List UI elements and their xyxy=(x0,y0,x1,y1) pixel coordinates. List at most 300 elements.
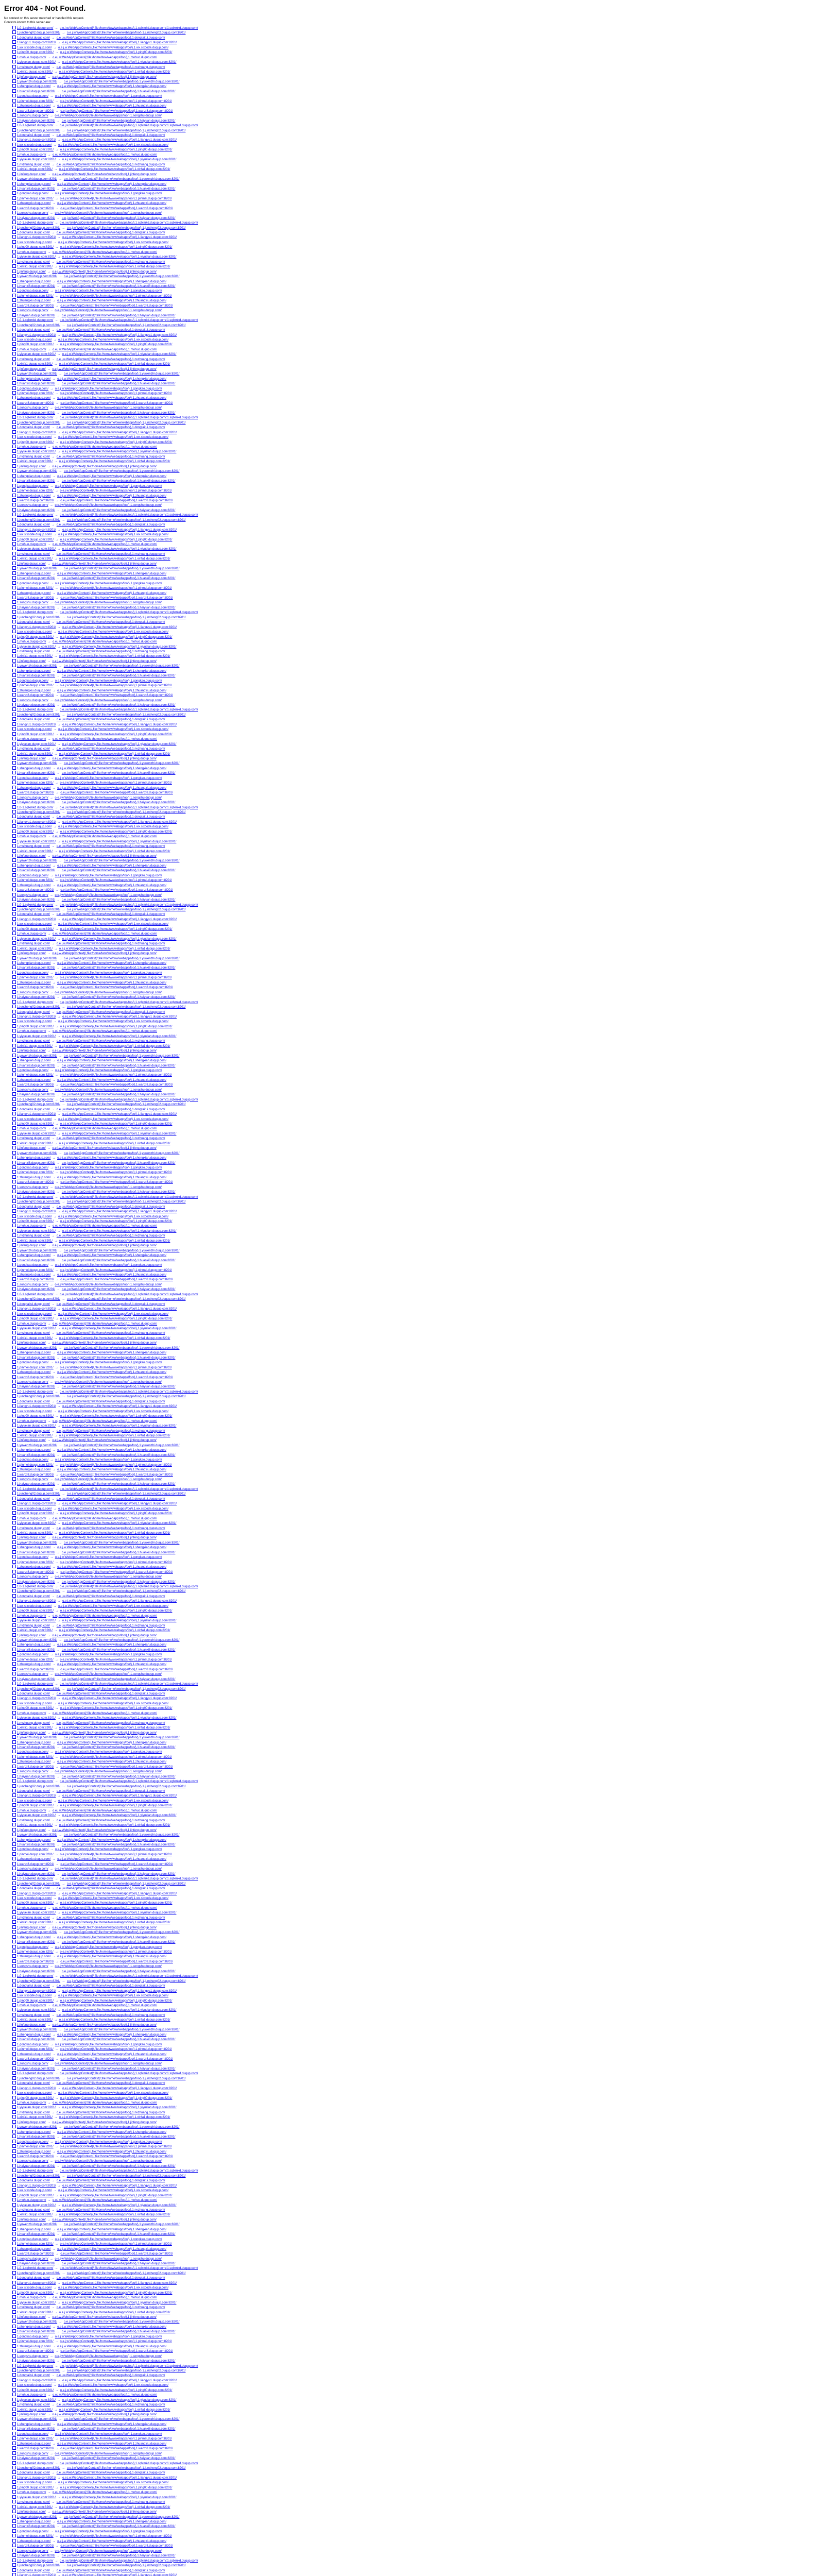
context-link[interactable]: 1.haiyuan.duqup.com:8201/ xyxy=(17,314,56,317)
context-detail-link[interactable]: o.e.j.w.WebAppContext{/,file:/home/tww/webapps/foo/},1.wx.sixcode.duqup.com/ xyxy=(58,825,169,829)
context-link[interactable]: 1.haiyuan.duqup.com:8201/ xyxy=(17,1677,56,1681)
context-link[interactable]: 1.huanxi8.duqup.com:8201/ xyxy=(17,480,56,483)
context-detail-link[interactable]: o.e.j.w.WebAppContext{/,file:/home/tww/webapps/foo/},1.pinmei.duqup.com:8201/ xyxy=(60,392,172,395)
context-detail-link[interactable]: o.e.j.w.WebAppContext{/,file:/home/tww/webapps/foo/},1.wx.sixcode.duqup.com/ xyxy=(58,533,169,537)
context-link[interactable]: 1.yiyuelan.duqup.com:8201/ xyxy=(17,61,56,64)
context-link[interactable]: 1.xinfa1.duqup.com:8201/ xyxy=(17,1532,53,1535)
context-link[interactable]: 1.yiyuelan.duqup.com:8201/ xyxy=(17,1522,56,1526)
context-detail-link[interactable]: o.e.j.w.WebAppContext{/,file:/home/tww/webapps/foo/},1.juncheng02.duqup.com:8201/ xyxy=(66,1590,186,1594)
context-link[interactable]: 1.zhuangxiu.duqup.com/ xyxy=(17,1566,51,1569)
context-link[interactable]: 1.songshu.duqup.com/ xyxy=(17,114,48,118)
context-detail-link[interactable]: o.e.j.w.WebAppContext{/,file:/home/tww/webapps/foo/},1.sqlxmkd.duqup.com/:1.sqlxmkd.duqup.com/ xyxy=(60,708,198,712)
context-detail-link[interactable]: o.e.j.w.WebAppContext{/,file:/home/tww/webapps/foo/},1.wx.sixcode.duqup.com/ xyxy=(58,1507,169,1511)
context-link[interactable]: 1.dongtaitui.duqup.com/ xyxy=(17,1692,50,1696)
context-detail-link[interactable]: o.e.j.w.WebAppContext{/,file:/home/tww/webapps/foo/},1.gongkao.duqup.com/ xyxy=(55,1751,162,1754)
context-detail-link[interactable]: o.e.j.w.WebAppContext{/,file:/home/tww/webapps/foo/},1.xinfa1.duqup.com:8201/ xyxy=(59,1142,170,1145)
context-link[interactable]: 1.liangyu1.duqup.com:8201/ xyxy=(17,333,56,337)
context-link[interactable]: 1.mohuo.duqup.com/ xyxy=(17,2491,46,2495)
context-link[interactable]: 1.zhuangxiu.duqup.com/ xyxy=(17,1663,51,1667)
context-link[interactable]: 1.shengxian.duqup.com/ xyxy=(17,962,51,965)
context-link[interactable]: 1.dongtaitui.duqup.com/ xyxy=(17,913,50,917)
context-link[interactable]: 1.yiyuelan.duqup.com:8201/ xyxy=(17,645,56,649)
context-link[interactable]: 1.yiyuelan.duqup.com:8201/ xyxy=(17,742,56,746)
context-detail-link[interactable]: o.e.j.w.WebAppContext{/,file:/home/tww/webapps/foo/},1.juncheng02.duqup.com:8201/ xyxy=(66,226,186,230)
context-link[interactable]: 1.shengxian.duqup.com/ xyxy=(17,1838,51,1842)
context-detail-link[interactable]: o.e.j.w.WebAppContext{/,file:/home/tww/webapps/foo/},1.mohuo.duqup.com/ xyxy=(53,2102,158,2105)
context-detail-link[interactable]: o.e.j.w.WebAppContext{/,file:/home/tww/webapps/foo/},1.songshu.duqup.com/ xyxy=(55,212,162,215)
context-detail-link[interactable]: o.e.j.w.WebAppContext{/,file:/home/tww/webapps/foo/},1.yiyuelan.duqup.com:8201/ xyxy=(62,937,177,941)
context-link[interactable]: 1.dongtaitui.duqup.com/ xyxy=(17,718,50,722)
context-link[interactable]: 1.xinfa1.duqup.com:8201/ xyxy=(17,363,53,366)
context-link[interactable]: 1.yuwenzhi.duqup.com:8201/ xyxy=(17,372,58,376)
context-link[interactable]: 1.dongtaitui.duqup.com/ xyxy=(17,1985,50,1988)
context-detail-link[interactable]: o.e.j.w.WebAppContext{/,file:/home/tww/webapps/foo/},1.zhuangxiu.duqup.com/ xyxy=(57,689,167,692)
context-detail-link[interactable]: o.e.j.w.WebAppContext{/,file:/home/tww/webapps/foo/},1.ping00.duqup.com:8201/ xyxy=(60,538,173,541)
context-detail-link[interactable]: o.e.j.w.WebAppContext{/,file:/home/tww/webapps/foo/},1.jinfeng.duqup.com/ xyxy=(52,2413,157,2417)
context-link[interactable]: 1.yuwenzhi.duqup.com:8201/ xyxy=(17,1346,58,1350)
context-detail-link[interactable]: o.e.j.w.WebAppContext{/,file:/home/tww/webapps/foo/},1.ping00.duqup.com:8201/ xyxy=(60,1999,173,2003)
context-detail-link[interactable]: o.e.j.w.WebAppContext{/,file:/home/tww/webapps/foo/},1.nvzhuang.duqup.com/ xyxy=(56,1234,165,1238)
context-link[interactable]: 1.huanxi8.duqup.com:8201/ xyxy=(17,1356,56,1360)
context-detail-link[interactable]: o.e.j.w.WebAppContext{/,file:/home/tww/webapps/foo/},1.dongtaitui.duqup.com/ xyxy=(56,523,165,527)
context-link[interactable]: 1.yuwenzhi.duqup.com:8201/ xyxy=(17,1249,58,1252)
context-link[interactable]: 1.xinfa1.duqup.com:8201/ xyxy=(17,1824,53,1827)
context-detail-link[interactable]: o.e.j.w.WebAppContext{/,file:/home/tww/webapps/foo/},1.gongkao.duqup.com/ xyxy=(55,1653,162,1657)
context-link[interactable]: 1.wanzi8.duqup.com:8201/ xyxy=(17,694,54,698)
context-detail-link[interactable]: o.e.j.w.WebAppContext{/,file:/home/tww/webapps/foo/},1.wx.sixcode.duqup.com/ xyxy=(58,46,169,49)
context-link[interactable]: 1.zhuangxiu.duqup.com/ xyxy=(17,1371,51,1375)
context-detail-link[interactable]: o.e.j.w.WebAppContext{/,file:/home/tww/webapps/foo/},1.gongkao.duqup.com/ xyxy=(55,1361,162,1365)
context-link[interactable]: 1.jinfeng.duqup.com/ xyxy=(17,367,46,371)
context-link[interactable]: 1.dongtaitui.duqup.com/ xyxy=(17,1790,50,1793)
context-link[interactable]: 1.mohuo.duqup.com/ xyxy=(17,250,46,254)
context-detail-link[interactable]: o.e.j.w.WebAppContext{/,file:/home/tww/webapps/foo/},1.mohuo.duqup.com/ xyxy=(53,1517,158,1520)
context-detail-link[interactable]: o.e.j.w.WebAppContext{/,file:/home/tww/webapps/foo/},1.haiyuan.duqup.com:8201/ xyxy=(61,1970,176,1973)
context-detail-link[interactable]: o.e.j.w.WebAppContext{/,file:/home/tww/webapps/foo/},1.nvzhuang.duqup.com/ xyxy=(56,1137,165,1141)
context-link[interactable]: 1.haiyuan.duqup.com:8201/ xyxy=(17,1775,56,1778)
context-link[interactable]: 1.ping00.duqup.com:8201/ xyxy=(17,1804,54,1808)
context-detail-link[interactable]: o.e.j.w.WebAppContext{/,file:/home/tww/webapps/foo/},1.pinmei.duqup.com:8201/ xyxy=(60,1853,172,1856)
context-link[interactable]: 1.yiyuelan.duqup.com:8201/ xyxy=(17,1425,56,1428)
context-detail-link[interactable]: o.e.j.w.WebAppContext{/,file:/home/tww/webapps/foo/},1.songshu.duqup.com/ xyxy=(55,504,162,507)
context-link[interactable]: 1.yiyuelan.duqup.com:8201/ xyxy=(17,2398,56,2402)
context-link[interactable]: 1.nvzhuang.duqup.com/ xyxy=(17,2403,50,2407)
context-detail-link[interactable]: o.e.j.w.WebAppContext{/,file:/home/tww/webapps/foo/},1.yuwenzhi.duqup.com:8201/ xyxy=(63,1444,180,1447)
context-link[interactable]: 1.xinfa1.duqup.com:8201/ xyxy=(17,2019,53,2022)
context-link[interactable]: 1.yuwenzhi.duqup.com:8201/ xyxy=(17,1151,58,1155)
context-detail-link[interactable]: o.e.j.w.WebAppContext{/,file:/home/tww/webapps/foo/},1.sqlxmkd.duqup.com/:1.sqlxmkd.duqup.com/ xyxy=(60,1293,198,1296)
context-link[interactable]: 1.pinmei.duqup.com:8201/ xyxy=(17,1463,54,1467)
context-detail-link[interactable]: o.e.j.w.WebAppContext{/,file:/home/tww/webapps/foo/},1.yiyuelan.duqup.com:8201/ xyxy=(62,840,177,843)
context-link[interactable]: 1.xinfa1.duqup.com:8201/ xyxy=(17,752,53,756)
context-detail-link[interactable]: o.e.j.w.WebAppContext{/,file:/home/tww/webapps/foo/},1.wx.sixcode.duqup.com/ xyxy=(58,241,169,244)
context-link[interactable]: 1.ping00.duqup.com:8201/ xyxy=(17,538,54,541)
context-detail-link[interactable]: o.e.j.w.WebAppContext{/,file:/home/tww/webapps/foo/},1.yiyuelan.duqup.com:8201/ xyxy=(62,1717,177,1720)
context-link[interactable]: 1.ping00.duqup.com:8201/ xyxy=(17,830,54,834)
context-link[interactable]: 1.0-1.sqlxmkd.duqup.com/ xyxy=(17,2364,54,2368)
context-link[interactable]: 1.yuwenzhi.duqup.com:8201/ xyxy=(17,762,58,766)
context-link[interactable]: 1.wanzi8.duqup.com:8201/ xyxy=(17,1668,54,1671)
context-link[interactable]: 1.gongkao.duqup.com/ xyxy=(17,1751,49,1754)
context-link[interactable]: 1.jinfeng.duqup.com/ xyxy=(17,1828,46,1832)
context-link[interactable]: 1.yuwenzhi.duqup.com:8201/ xyxy=(17,2028,58,2032)
context-detail-link[interactable]: o.e.j.w.WebAppContext{/,file:/home/tww/webapps/foo/},1.shengxian.duqup.com/ xyxy=(57,1643,167,1647)
context-detail-link[interactable]: o.e.j.w.WebAppContext{/,file:/home/tww/webapps/foo/},1.liangyu1.duqup.com:8201/ xyxy=(62,1502,177,1506)
context-link[interactable]: 1.liangyu1.duqup.com:8201/ xyxy=(17,236,56,240)
context-link[interactable]: 1.yiyuelan.duqup.com:8201/ xyxy=(17,2496,56,2499)
context-link[interactable]: 1.dongtaitui.duqup.com/ xyxy=(17,2179,50,2183)
context-detail-link[interactable]: o.e.j.w.WebAppContext{/,file:/home/tww/webapps/foo/},1.jinfeng.duqup.com/ xyxy=(52,1926,157,1929)
context-link[interactable]: 1.zhuangxiu.duqup.com/ xyxy=(17,2442,51,2446)
context-detail-link[interactable]: o.e.j.w.WebAppContext{/,file:/home/tww/webapps/foo/},1.liangyu1.duqup.com:8201/ xyxy=(62,1892,177,1895)
context-detail-link[interactable]: o.e.j.w.WebAppContext{/,file:/home/tww/webapps/foo/},1.dongtaitui.duqup.com/ xyxy=(56,1887,165,1891)
context-link[interactable]: 1.yuwenzhi.duqup.com:8201/ xyxy=(17,2418,58,2421)
context-link[interactable]: 1.juncheng02.duqup.com:8201/ xyxy=(17,1200,61,1204)
context-detail-link[interactable]: o.e.j.w.WebAppContext{/,file:/home/tww/webapps/foo/},1.nvzhuang.duqup.com/ xyxy=(56,1819,165,1822)
context-link[interactable]: 1.pinmei.duqup.com:8201/ xyxy=(17,1171,54,1175)
context-detail-link[interactable]: o.e.j.w.WebAppContext{/,file:/home/tww/webapps/foo/},1.songshu.duqup.com/ xyxy=(55,2160,162,2163)
context-detail-link[interactable]: o.e.j.w.WebAppContext{/,file:/home/tww/webapps/foo/},1.haiyuan.duqup.com:8201/ xyxy=(61,2164,176,2168)
context-link[interactable]: 1.liangyu1.duqup.com:8201/ xyxy=(17,2379,56,2382)
context-detail-link[interactable]: o.e.j.w.WebAppContext{/,file:/home/tww/webapps/foo/},1.liangyu1.duqup.com:8201/ xyxy=(62,236,177,240)
context-detail-link[interactable]: o.e.j.w.WebAppContext{/,file:/home/tww/webapps/foo/},1.nvzhuang.duqup.com/ xyxy=(56,650,165,653)
context-link[interactable]: 1.wanzi8.duqup.com:8201/ xyxy=(17,2447,54,2451)
context-detail-link[interactable]: o.e.j.w.WebAppContext{/,file:/home/tww/webapps/foo/},1.gongkao.duqup.com/ xyxy=(55,1556,162,1560)
context-link[interactable]: 1.yiyuelan.duqup.com:8201/ xyxy=(17,1619,56,1623)
context-detail-link[interactable]: o.e.j.w.WebAppContext{/,file:/home/tww/webapps/foo/},1.pinmei.duqup.com:8201/ xyxy=(60,1658,172,1662)
context-detail-link[interactable]: o.e.j.w.WebAppContext{/,file:/home/tww/webapps/foo/},1.pinmei.duqup.com:8201/ xyxy=(60,879,172,883)
context-detail-link[interactable]: o.e.j.w.WebAppContext{/,file:/home/tww/webapps/foo/},1.liangyu1.duqup.com:8201/ xyxy=(62,2379,177,2382)
context-detail-link[interactable]: o.e.j.w.WebAppContext{/,file:/home/tww/webapps/foo/},1.gongkao.duqup.com/ xyxy=(55,1848,162,1852)
context-link[interactable]: 1.dongtaitui.duqup.com/ xyxy=(17,816,50,819)
context-link[interactable]: 1.pinmei.duqup.com:8201/ xyxy=(17,1074,54,1077)
context-link[interactable]: 1.yiyuelan.duqup.com:8201/ xyxy=(17,1814,56,1818)
context-detail-link[interactable]: o.e.j.w.WebAppContext{/,file:/home/tww/webapps/foo/},1.dongtaitui.duqup.com/ xyxy=(56,329,165,332)
context-detail-link[interactable]: o.e.j.w.WebAppContext{/,file:/home/tww/webapps/foo/},1.yuwenzhi.duqup.com:8201/ xyxy=(63,1736,180,1740)
context-link[interactable]: 1.gongkao.duqup.com/ xyxy=(17,1264,49,1267)
context-link[interactable]: 1.huanxi8.duqup.com:8201/ xyxy=(17,187,56,191)
context-detail-link[interactable]: o.e.j.w.WebAppContext{/,file:/home/tww/webapps/foo/},1.songshu.duqup.com/ xyxy=(55,406,162,410)
context-detail-link[interactable]: o.e.j.w.WebAppContext{/,file:/home/tww/webapps/foo/},1.sqlxmkd.duqup.com/:1.sqlxmkd.duqup.com/ xyxy=(60,1780,198,1784)
context-detail-link[interactable]: o.e.j.w.WebAppContext{/,file:/home/tww/webapps/foo/},1.yuwenzhi.duqup.com:8201/ xyxy=(63,2418,180,2421)
context-detail-link[interactable]: o.e.j.w.WebAppContext{/,file:/home/tww/webapps/foo/},1.ping00.duqup.com:8201/ xyxy=(60,733,173,736)
context-detail-link[interactable]: o.e.j.w.WebAppContext{/,file:/home/tww/webapps/foo/},1.zhuangxiu.duqup.com/ xyxy=(57,2539,167,2543)
context-detail-link[interactable]: o.e.j.w.WebAppContext{/,file:/home/tww/webapps/foo/},1.huanxi8.duqup.com:8201/ xyxy=(61,674,176,678)
context-detail-link[interactable]: o.e.j.w.WebAppContext{/,file:/home/tww/webapps/foo/},1.zhuangxiu.duqup.com/ xyxy=(57,2247,167,2251)
context-link[interactable]: 1.xinfa1.duqup.com:8201/ xyxy=(17,2408,53,2412)
context-link[interactable]: 1.mohuo.duqup.com/ xyxy=(17,1225,46,1228)
context-link[interactable]: 1.songshu.duqup.com/ xyxy=(17,2549,48,2553)
context-detail-link[interactable]: o.e.j.w.WebAppContext{/,file:/home/tww/webapps/foo/},1.sqlxmkd.duqup.com/:1.sqlxmkd.duqup.com/ xyxy=(60,2072,198,2076)
context-link[interactable]: 1.huanxi8.duqup.com:8201/ xyxy=(17,967,56,970)
context-detail-link[interactable]: o.e.j.w.WebAppContext{/,file:/home/tww/webapps/foo/},1.juncheng02.duqup.com:8201/ xyxy=(66,31,186,35)
context-detail-link[interactable]: o.e.j.w.WebAppContext{/,file:/home/tww/webapps/foo/},1.mohuo.duqup.com/ xyxy=(53,1322,158,1326)
context-detail-link[interactable]: o.e.j.w.WebAppContext{/,file:/home/tww/webapps/foo/},1.mohuo.duqup.com/ xyxy=(53,1809,158,1812)
context-link[interactable]: 1.xinfa1.duqup.com:8201/ xyxy=(17,1726,53,1730)
context-detail-link[interactable]: o.e.j.w.WebAppContext{/,file:/home/tww/webapps/foo/},1.juncheng02.duqup.com:8201/ xyxy=(66,810,186,814)
context-detail-link[interactable]: o.e.j.w.WebAppContext{/,file:/home/tww/webapps/foo/},1.liangyu1.duqup.com:8201/ xyxy=(62,2476,177,2480)
context-detail-link[interactable]: o.e.j.w.WebAppContext{/,file:/home/tww/webapps/foo/},1.yuwenzhi.duqup.com:8201/ xyxy=(63,2223,180,2227)
context-link[interactable]: 1.juncheng02.duqup.com:8201/ xyxy=(17,908,61,912)
context-link[interactable]: 1.juncheng02.duqup.com:8201/ xyxy=(17,1006,61,1009)
context-link[interactable]: 1.liangyu1.duqup.com:8201/ xyxy=(17,2087,56,2090)
context-detail-link[interactable]: o.e.j.w.WebAppContext{/,file:/home/tww/webapps/foo/},1.songshu.duqup.com/ xyxy=(55,1380,162,1384)
context-detail-link[interactable]: o.e.j.w.WebAppContext{/,file:/home/tww/webapps/foo/},1.shengxian.duqup.com/ xyxy=(57,2033,167,2037)
context-link[interactable]: 1.wanzi8.duqup.com:8201/ xyxy=(17,2545,54,2548)
context-detail-link[interactable]: o.e.j.w.WebAppContext{/,file:/home/tww/webapps/foo/},1.pinmei.duqup.com:8201/ xyxy=(60,782,172,785)
context-detail-link[interactable]: o.e.j.w.WebAppContext{/,file:/home/tww/webapps/foo/},1.ping00.duqup.com:8201/ xyxy=(60,1512,173,1516)
context-detail-link[interactable]: o.e.j.w.WebAppContext{/,file:/home/tww/webapps/foo/},1.huanxi8.duqup.com:8201/ xyxy=(61,577,176,581)
context-detail-link[interactable]: o.e.j.w.WebAppContext{/,file:/home/tww/webapps/foo/},1.xinfa1.duqup.com:8201/ xyxy=(59,655,170,658)
context-detail-link[interactable]: o.e.j.w.WebAppContext{/,file:/home/tww/webapps/foo/},1.sqlxmkd.duqup.com/:1.sqlxmkd.duqup.com/ xyxy=(60,2462,198,2465)
context-detail-link[interactable]: o.e.j.w.WebAppContext{/,file:/home/tww/webapps/foo/},1.wx.sixcode.duqup.com/ xyxy=(58,728,169,732)
context-link[interactable]: 1.0-1.sqlxmkd.duqup.com/ xyxy=(17,1195,54,1199)
context-link[interactable]: 1.songshu.duqup.com/ xyxy=(17,2354,48,2358)
context-link[interactable]: 1.haiyuan.duqup.com:8201/ xyxy=(17,899,56,902)
context-detail-link[interactable]: o.e.j.w.WebAppContext{/,file:/home/tww/webapps/foo/},1.nvzhuang.duqup.com/ xyxy=(56,2403,165,2407)
context-link[interactable]: 1.zhuangxiu.duqup.com/ xyxy=(17,1468,51,1472)
context-detail-link[interactable]: o.e.j.w.WebAppContext{/,file:/home/tww/webapps/foo/},1.ping00.duqup.com:8201/ xyxy=(60,1609,173,1613)
context-link[interactable]: 1.xinfa1.duqup.com:8201/ xyxy=(17,1921,53,1925)
context-detail-link[interactable]: o.e.j.w.WebAppContext{/,file:/home/tww/webapps/foo/},1.zhuangxiu.duqup.com/ xyxy=(57,1566,167,1569)
context-link[interactable]: 1.juncheng02.duqup.com:8201/ xyxy=(17,1785,61,1788)
context-link[interactable]: 1.shengxian.duqup.com/ xyxy=(17,1059,51,1063)
context-link[interactable]: 1.haiyuan.duqup.com:8201/ xyxy=(17,606,56,609)
context-link[interactable]: 1.jinfeng.duqup.com/ xyxy=(17,2315,46,2319)
context-link[interactable]: 1.gongkao.duqup.com/ xyxy=(17,776,49,780)
context-detail-link[interactable]: o.e.j.w.WebAppContext{/,file:/home/tww/webapps/foo/},1.yiyuelan.duqup.com:8201/ xyxy=(62,742,177,746)
context-link[interactable]: 1.nvzhuang.duqup.com/ xyxy=(17,1234,50,1238)
context-detail-link[interactable]: o.e.j.w.WebAppContext{/,file:/home/tww/webapps/foo/},1.jinfeng.duqup.com/ xyxy=(52,1049,157,1053)
context-link[interactable]: 1.wanzi8.duqup.com:8201/ xyxy=(17,1083,54,1087)
context-link[interactable]: 1.jinfeng.duqup.com/ xyxy=(17,757,46,760)
context-detail-link[interactable]: o.e.j.w.WebAppContext{/,file:/home/tww/webapps/foo/},1.juncheng02.duqup.com:8201/ xyxy=(66,908,186,912)
context-detail-link[interactable]: o.e.j.w.WebAppContext{/,file:/home/tww/webapps/foo/},1.yuwenzhi.duqup.com:8201/ xyxy=(63,80,180,83)
context-detail-link[interactable]: o.e.j.w.WebAppContext{/,file:/home/tww/webapps/foo/},1.haiyuan.duqup.com:8201/ xyxy=(61,899,176,902)
context-link[interactable]: 1.wx.sixcode.duqup.com/ xyxy=(17,2286,52,2290)
context-detail-link[interactable]: o.e.j.w.WebAppContext{/,file:/home/tww/webapps/foo/},1.jinfeng.duqup.com/ xyxy=(52,2511,157,2514)
context-link[interactable]: 1.haiyuan.duqup.com:8201/ xyxy=(17,1191,56,1194)
context-link[interactable]: 1.dongtaitui.duqup.com/ xyxy=(17,2569,50,2572)
context-detail-link[interactable]: o.e.j.w.WebAppContext{/,file:/home/tww/webapps/foo/},1.nvzhuang.duqup.com/ xyxy=(56,260,165,264)
context-detail-link[interactable]: o.e.j.w.WebAppContext{/,file:/home/tww/webapps/foo/},1.zhuangxiu.duqup.com/ xyxy=(57,1274,167,1277)
context-detail-link[interactable]: o.e.j.w.WebAppContext{/,file:/home/tww/webapps/foo/},1.haiyuan.duqup.com:8201/ xyxy=(61,996,176,999)
context-detail-link[interactable]: o.e.j.w.WebAppContext{/,file:/home/tww/webapps/foo/},1.haiyuan.duqup.com:8201/ xyxy=(61,801,176,805)
context-detail-link[interactable]: o.e.j.w.WebAppContext{/,file:/home/tww/webapps/foo/},1.wanzi8.duqup.com:8201/ xyxy=(60,1765,173,1769)
context-link[interactable]: 1.mohuo.duqup.com/ xyxy=(17,1809,46,1812)
context-link[interactable]: 1.pinmei.duqup.com:8201/ xyxy=(17,2535,54,2538)
context-link[interactable]: 1.xinfa1.duqup.com:8201/ xyxy=(17,2213,53,2217)
context-link[interactable]: 1.mohuo.duqup.com/ xyxy=(17,1030,46,1033)
context-link[interactable]: 1.shengxian.duqup.com/ xyxy=(17,182,51,186)
context-link[interactable]: 1.liangyu1.duqup.com:8201/ xyxy=(17,431,56,434)
context-link[interactable]: 1.mohuo.duqup.com/ xyxy=(17,1127,46,1131)
context-detail-link[interactable]: o.e.j.w.WebAppContext{/,file:/home/tww/webapps/foo/},1.huanxi8.duqup.com:8201/ xyxy=(61,2038,176,2042)
context-link[interactable]: 1.dongtaitui.duqup.com/ xyxy=(17,133,50,137)
context-link[interactable]: 1.yiyuelan.duqup.com:8201/ xyxy=(17,548,56,551)
context-link[interactable]: 1.mohuo.duqup.com/ xyxy=(17,56,46,59)
context-detail-link[interactable]: o.e.j.w.WebAppContext{/,file:/home/tww/webapps/foo/},1.ping00.duqup.com:8201/ xyxy=(60,2486,173,2489)
context-link[interactable]: 1.mohuo.duqup.com/ xyxy=(17,2394,46,2397)
context-link[interactable]: 1.juncheng02.duqup.com:8201/ xyxy=(17,1882,61,1886)
context-detail-link[interactable]: o.e.j.w.WebAppContext{/,file:/home/tww/webapps/foo/},1.huanxi8.duqup.com:8201/ xyxy=(61,967,176,970)
context-detail-link[interactable]: o.e.j.w.WebAppContext{/,file:/home/tww/webapps/foo/},1.nvzhuang.duqup.com/ xyxy=(56,1721,165,1725)
context-detail-link[interactable]: o.e.j.w.WebAppContext{/,file:/home/tww/webapps/foo/},1.sqlxmkd.duqup.com/:1.sqlxmkd.duqup.com/ xyxy=(60,1585,198,1588)
context-link[interactable]: 1.songshu.duqup.com/ xyxy=(17,309,48,313)
context-link[interactable]: 1.jinfeng.duqup.com/ xyxy=(17,1439,46,1443)
context-link[interactable]: 1.yiyuelan.duqup.com:8201/ xyxy=(17,353,56,357)
context-detail-link[interactable]: o.e.j.w.WebAppContext{/,file:/home/tww/webapps/foo/},1.huanxi8.duqup.com:8201/ xyxy=(61,1453,176,1457)
context-detail-link[interactable]: o.e.j.w.WebAppContext{/,file:/home/tww/webapps/foo/},1.huanxi8.duqup.com:8201/ xyxy=(61,869,176,873)
context-link[interactable]: 1.0-1.sqlxmkd.duqup.com/ xyxy=(17,2267,54,2270)
context-detail-link[interactable]: o.e.j.w.WebAppContext{/,file:/home/tww/webapps/foo/},1.pinmei.duqup.com:8201/ xyxy=(60,489,172,493)
context-link[interactable]: 1.shengxian.duqup.com/ xyxy=(17,767,51,770)
context-detail-link[interactable]: o.e.j.w.WebAppContext{/,file:/home/tww/webapps/foo/},1.yuwenzhi.duqup.com:8201/ xyxy=(63,470,180,473)
context-link[interactable]: 1.shengxian.duqup.com/ xyxy=(17,1546,51,1550)
context-detail-link[interactable]: o.e.j.w.WebAppContext{/,file:/home/tww/webapps/foo/},1.mohuo.duqup.com/ xyxy=(53,2004,158,2007)
context-link[interactable]: 1.mohuo.duqup.com/ xyxy=(17,1322,46,1326)
context-link[interactable]: 1.nvzhuang.duqup.com/ xyxy=(17,748,50,751)
context-link[interactable]: 1.pinmei.duqup.com:8201/ xyxy=(17,1268,54,1272)
context-link[interactable]: 1.juncheng02.duqup.com:8201/ xyxy=(17,1979,61,1983)
context-detail-link[interactable]: o.e.j.w.WebAppContext{/,file:/home/tww/webapps/foo/},1.wx.sixcode.duqup.com/ xyxy=(58,2481,169,2485)
context-link[interactable]: 1.haiyuan.duqup.com:8201/ xyxy=(17,1288,56,1292)
context-link[interactable]: 1.zhuangxiu.duqup.com/ xyxy=(17,884,51,887)
context-link[interactable]: 1.juncheng02.duqup.com:8201/ xyxy=(17,2467,61,2470)
context-detail-link[interactable]: o.e.j.w.WebAppContext{/,file:/home/tww/webapps/foo/},1.gongkao.duqup.com/ xyxy=(55,1166,162,1170)
context-link[interactable]: 1.haiyuan.duqup.com:8201/ xyxy=(17,216,56,220)
context-detail-link[interactable]: o.e.j.w.WebAppContext{/,file:/home/tww/webapps/foo/},1.dongtaitui.duqup.com/ xyxy=(56,2471,165,2475)
context-link[interactable]: 1.gongkao.duqup.com/ xyxy=(17,1459,49,1462)
context-detail-link[interactable]: o.e.j.w.WebAppContext{/,file:/home/tww/webapps/foo/},1.shengxian.duqup.com/ xyxy=(57,1838,167,1842)
context-link[interactable]: 1.shengxian.duqup.com/ xyxy=(17,2033,51,2037)
context-detail-link[interactable]: o.e.j.w.WebAppContext{/,file:/home/tww/webapps/foo/},1.mohuo.duqup.com/ xyxy=(53,1711,158,1715)
context-link[interactable]: 1.dongtaitui.duqup.com/ xyxy=(17,1887,50,1891)
context-detail-link[interactable]: o.e.j.w.WebAppContext{/,file:/home/tww/webapps/foo/},1.wx.sixcode.duqup.com/ xyxy=(58,1215,169,1218)
context-detail-link[interactable]: o.e.j.w.WebAppContext{/,file:/home/tww/webapps/foo/},1.juncheng02.duqup.com:8201/ xyxy=(66,1395,186,1399)
context-link[interactable]: 1.juncheng02.duqup.com:8201/ xyxy=(17,713,61,717)
context-detail-link[interactable]: o.e.j.w.WebAppContext{/,file:/home/tww/webapps/foo/},1.gongkao.duqup.com/ xyxy=(55,290,162,293)
context-detail-link[interactable]: o.e.j.w.WebAppContext{/,file:/home/tww/webapps/foo/},1.sqlxmkd.duqup.com/:1.sqlxmkd.duqup.com/ xyxy=(60,1683,198,1686)
context-link[interactable]: 1.xinfa1.duqup.com:8201/ xyxy=(17,1044,53,1048)
context-detail-link[interactable]: o.e.j.w.WebAppContext{/,file:/home/tww/webapps/foo/},1.wx.sixcode.duqup.com/ xyxy=(58,143,169,147)
context-link[interactable]: 1.juncheng02.duqup.com:8201/ xyxy=(17,1590,61,1594)
context-detail-link[interactable]: o.e.j.w.WebAppContext{/,file:/home/tww/webapps/foo/},1.songshu.duqup.com/ xyxy=(55,2062,162,2066)
context-detail-link[interactable]: o.e.j.w.WebAppContext{/,file:/home/tww/webapps/foo/},1.juncheng02.duqup.com:8201/ xyxy=(66,1006,186,1009)
context-link[interactable]: 1.zhuangxiu.duqup.com/ xyxy=(17,299,51,303)
context-detail-link[interactable]: o.e.j.w.WebAppContext{/,file:/home/tww/webapps/foo/},1.gongkao.duqup.com/ xyxy=(55,2530,162,2533)
context-detail-link[interactable]: o.e.j.w.WebAppContext{/,file:/home/tww/webapps/foo/},1.wanzi8.duqup.com:8201/ xyxy=(60,2545,173,2548)
context-link[interactable]: 1.jinfeng.duqup.com/ xyxy=(17,2023,46,2027)
context-detail-link[interactable]: o.e.j.w.WebAppContext{/,file:/home/tww/webapps/foo/},1.yiyuelan.duqup.com:8201/ xyxy=(62,1425,177,1428)
context-detail-link[interactable]: o.e.j.w.WebAppContext{/,file:/home/tww/webapps/foo/},1.yiyuelan.duqup.com:8201/ xyxy=(62,158,177,162)
context-detail-link[interactable]: o.e.j.w.WebAppContext{/,file:/home/tww/webapps/foo/},1.jinfeng.duqup.com/ xyxy=(52,1828,157,1832)
context-link[interactable]: 1.haiyuan.duqup.com:8201/ xyxy=(17,1385,56,1389)
context-detail-link[interactable]: o.e.j.w.WebAppContext{/,file:/home/tww/webapps/foo/},1.zhuangxiu.duqup.com/ xyxy=(57,1760,167,1764)
context-link[interactable]: 1.yiyuelan.duqup.com:8201/ xyxy=(17,2204,56,2207)
context-detail-link[interactable]: o.e.j.w.WebAppContext{/,file:/home/tww/webapps/foo/},1.jinfeng.duqup.com/ xyxy=(52,1147,157,1150)
context-link[interactable]: 1.wanzi8.duqup.com:8201/ xyxy=(17,1570,54,1574)
context-detail-link[interactable]: o.e.j.w.WebAppContext{/,file:/home/tww/webapps/foo/},1.dongtaitui.duqup.com/ xyxy=(56,2569,165,2572)
context-link[interactable]: 1.wanzi8.duqup.com:8201/ xyxy=(17,986,54,990)
context-detail-link[interactable]: o.e.j.w.WebAppContext{/,file:/home/tww/webapps/foo/},1.haiyuan.duqup.com:8201/ xyxy=(61,2067,176,2071)
context-detail-link[interactable]: o.e.j.w.WebAppContext{/,file:/home/tww/webapps/foo/},1.dongtaitui.duqup.com/ xyxy=(56,1302,165,1306)
context-detail-link[interactable]: o.e.j.w.WebAppContext{/,file:/home/tww/webapps/foo/},1.shengxian.duqup.com/ xyxy=(57,474,167,478)
context-detail-link[interactable]: o.e.j.w.WebAppContext{/,file:/home/tww/webapps/foo/},1.zhuangxiu.duqup.com/ xyxy=(57,1663,167,1667)
context-link[interactable]: 1.songshu.duqup.com/ xyxy=(17,1673,48,1676)
context-detail-link[interactable]: o.e.j.w.WebAppContext{/,file:/home/tww/webapps/foo/},1.xinfa1.duqup.com:8201/ xyxy=(59,363,170,366)
context-detail-link[interactable]: o.e.j.w.WebAppContext{/,file:/home/tww/webapps/foo/},1.juncheng02.duqup.com:8201/ xyxy=(66,1103,186,1107)
context-detail-link[interactable]: o.e.j.w.WebAppContext{/,file:/home/tww/webapps/foo/},1.liangyu1.duqup.com:8201/ xyxy=(62,1405,177,1409)
context-link[interactable]: 1.songshu.duqup.com/ xyxy=(17,1283,48,1286)
context-detail-link[interactable]: o.e.j.w.WebAppContext{/,file:/home/tww/webapps/foo/},1.wanzi8.duqup.com:8201/ xyxy=(60,597,173,600)
context-link[interactable]: 1.mohuo.duqup.com/ xyxy=(17,1614,46,1618)
context-detail-link[interactable]: o.e.j.w.WebAppContext{/,file:/home/tww/webapps/foo/},1.haiyuan.duqup.com:8201/ xyxy=(61,1775,176,1778)
context-detail-link[interactable]: o.e.j.w.WebAppContext{/,file:/home/tww/webapps/foo/},1.sqlxmkd.duqup.com/:1.sqlxmkd.duqup.com/ xyxy=(60,1001,198,1004)
context-detail-link[interactable]: o.e.j.w.WebAppContext{/,file:/home/tww/webapps/foo/},1.wx.sixcode.duqup.com/ xyxy=(58,1994,169,1998)
context-detail-link[interactable]: o.e.j.w.WebAppContext{/,file:/home/tww/webapps/foo/},1.yuwenzhi.duqup.com:8201/ xyxy=(63,1834,180,1837)
context-detail-link[interactable]: o.e.j.w.WebAppContext{/,file:/home/tww/webapps/foo/},1.wx.sixcode.duqup.com/ xyxy=(58,1897,169,1900)
context-detail-link[interactable]: o.e.j.w.WebAppContext{/,file:/home/tww/webapps/foo/},1.zhuangxiu.duqup.com/ xyxy=(57,1176,167,1179)
context-link[interactable]: 1.dongtaitui.duqup.com/ xyxy=(17,36,50,40)
context-detail-link[interactable]: o.e.j.w.WebAppContext{/,file:/home/tww/webapps/foo/},1.yiyuelan.duqup.com:8201/ xyxy=(62,1522,177,1526)
context-link[interactable]: 1.ping00.duqup.com:8201/ xyxy=(17,2486,54,2489)
context-link[interactable]: 1.yiyuelan.duqup.com:8201/ xyxy=(17,1035,56,1038)
context-link[interactable]: 1.zhuangxiu.duqup.com/ xyxy=(17,2247,51,2251)
context-detail-link[interactable]: o.e.j.w.WebAppContext{/,file:/home/tww/webapps/foo/},1.jinfeng.duqup.com/ xyxy=(52,1634,157,1637)
context-link[interactable]: 1.dongtaitui.duqup.com/ xyxy=(17,1497,50,1501)
context-link[interactable]: 1.yiyuelan.duqup.com:8201/ xyxy=(17,1911,56,1915)
context-link[interactable]: 1.0-1.sqlxmkd.duqup.com/ xyxy=(17,1585,54,1588)
context-link[interactable]: 1.jinfeng.duqup.com/ xyxy=(17,1244,46,1248)
context-link[interactable]: 1.xinfa1.duqup.com:8201/ xyxy=(17,947,53,951)
context-detail-link[interactable]: o.e.j.w.WebAppContext{/,file:/home/tww/webapps/foo/},1.pinmei.duqup.com:8201/ xyxy=(60,1561,172,1564)
context-link[interactable]: 1.shengxian.duqup.com/ xyxy=(17,1157,51,1160)
context-link[interactable]: 1.songshu.duqup.com/ xyxy=(17,1088,48,1092)
context-link[interactable]: 1.gongkao.duqup.com/ xyxy=(17,2335,49,2338)
context-detail-link[interactable]: o.e.j.w.WebAppContext{/,file:/home/tww/webapps/foo/},1.yiyuelan.duqup.com:8201/ xyxy=(62,2106,177,2110)
context-detail-link[interactable]: o.e.j.w.WebAppContext{/,file:/home/tww/webapps/foo/},1.shengxian.duqup.com/ xyxy=(57,1449,167,1452)
context-link[interactable]: 1.zhuangxiu.duqup.com/ xyxy=(17,494,51,498)
context-detail-link[interactable]: o.e.j.w.WebAppContext{/,file:/home/tww/webapps/foo/},1.songshu.duqup.com/ xyxy=(55,1868,162,1871)
context-detail-link[interactable]: o.e.j.w.WebAppContext{/,file:/home/tww/webapps/foo/},1.zhuangxiu.duqup.com/ xyxy=(57,2053,167,2056)
context-link[interactable]: 1.liangyu1.duqup.com:8201/ xyxy=(17,2281,56,2285)
context-link[interactable]: 1.haiyuan.duqup.com:8201/ xyxy=(17,2262,56,2265)
context-link[interactable]: 1.wx.sixcode.duqup.com/ xyxy=(17,1604,52,1608)
context-detail-link[interactable]: o.e.j.w.WebAppContext{/,file:/home/tww/webapps/foo/},1.liangyu1.duqup.com:8201/ xyxy=(62,2281,177,2285)
context-detail-link[interactable]: o.e.j.w.WebAppContext{/,file:/home/tww/webapps/foo/},1.nvzhuang.duqup.com/ xyxy=(56,2209,165,2212)
context-detail-link[interactable]: o.e.j.w.WebAppContext{/,file:/home/tww/webapps/foo/},1.ping00.duqup.com:8201/ xyxy=(60,1220,173,1224)
context-detail-link[interactable]: o.e.j.w.WebAppContext{/,file:/home/tww/webapps/foo/},1.zhuangxiu.duqup.com/ xyxy=(57,2345,167,2348)
context-link[interactable]: 1.haiyuan.duqup.com:8201/ xyxy=(17,2164,56,2168)
context-link[interactable]: 1.xinfa1.duqup.com:8201/ xyxy=(17,1434,53,1437)
context-detail-link[interactable]: o.e.j.w.WebAppContext{/,file:/home/tww/webapps/foo/},1.ping00.duqup.com:8201/ xyxy=(60,2096,173,2100)
context-link[interactable]: 1.ping00.duqup.com:8201/ xyxy=(17,2388,54,2392)
context-detail-link[interactable]: o.e.j.w.WebAppContext{/,file:/home/tww/webapps/foo/},1.gongkao.duqup.com/ xyxy=(55,1264,162,1267)
context-link[interactable]: 1.wx.sixcode.duqup.com/ xyxy=(17,1507,52,1511)
context-detail-link[interactable]: o.e.j.w.WebAppContext{/,file:/home/tww/webapps/foo/},1.wx.sixcode.duqup.com/ xyxy=(58,1117,169,1121)
context-detail-link[interactable]: o.e.j.w.WebAppContext{/,file:/home/tww/webapps/foo/},1.wanzi8.duqup.com:8201/ xyxy=(60,2447,173,2451)
context-link[interactable]: 1.shengxian.duqup.com/ xyxy=(17,474,51,478)
context-link[interactable]: 1.ping00.duqup.com:8201/ xyxy=(17,1415,54,1418)
context-link[interactable]: 1.0-1.sqlxmkd.duqup.com/ xyxy=(17,903,54,907)
context-link[interactable]: 1.haiyuan.duqup.com:8201/ xyxy=(17,801,56,805)
context-detail-link[interactable]: o.e.j.w.WebAppContext{/,file:/home/tww/webapps/foo/},1.huanxi8.duqup.com:8201/ xyxy=(61,1745,176,1749)
context-link[interactable]: 1.yuwenzhi.duqup.com:8201/ xyxy=(17,2320,58,2324)
context-link[interactable]: 1.juncheng02.duqup.com:8201/ xyxy=(17,226,61,230)
context-link[interactable]: 1.huanxi8.duqup.com:8201/ xyxy=(17,382,56,386)
context-link[interactable]: 1.gongkao.duqup.com/ xyxy=(17,2530,49,2533)
